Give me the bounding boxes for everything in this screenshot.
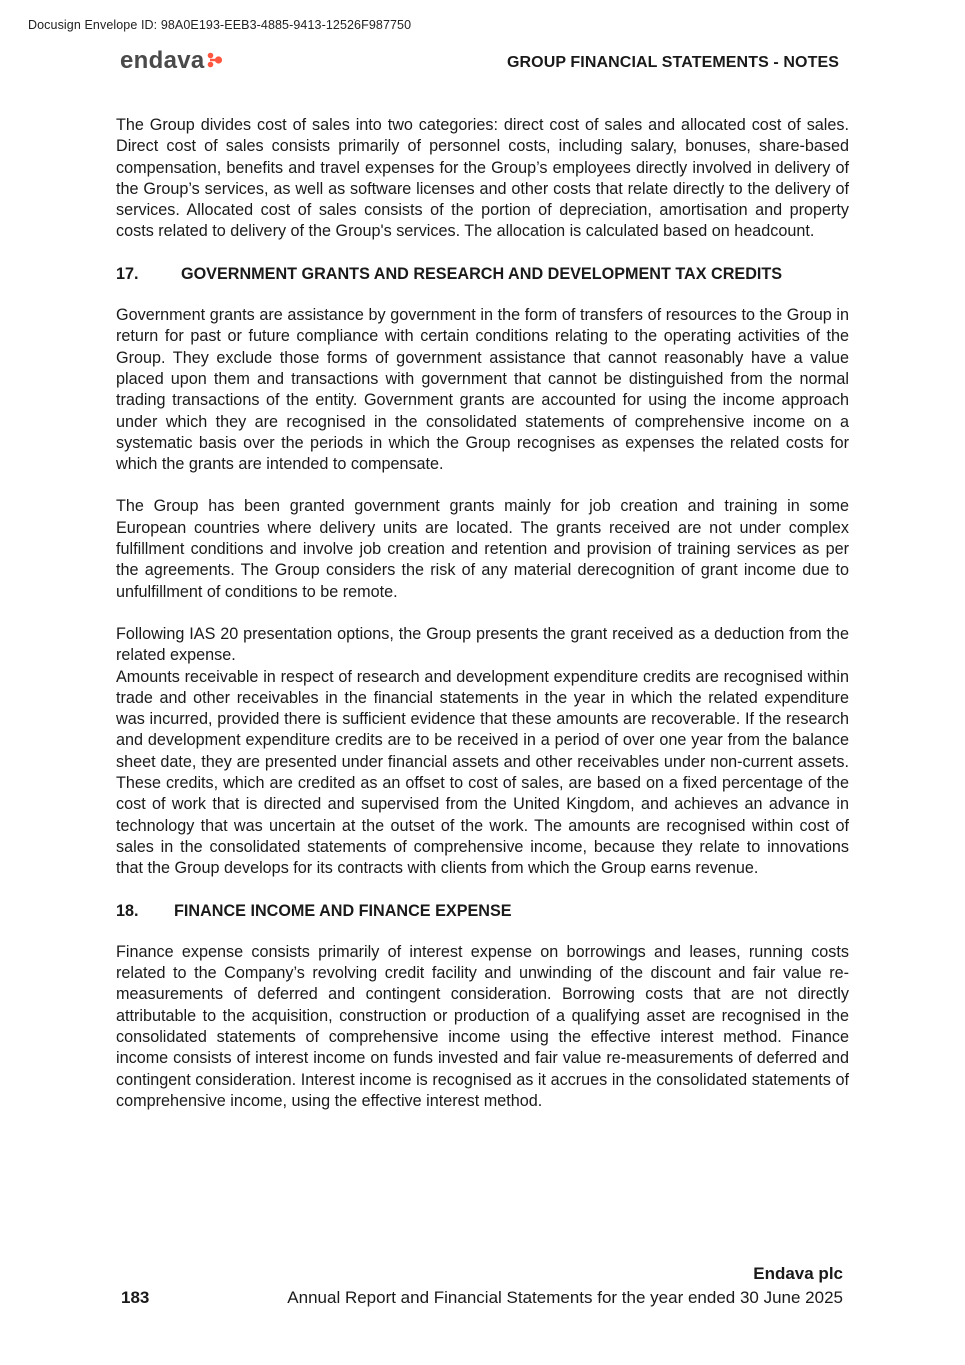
section-18-number: 18. [116, 901, 139, 920]
endava-mark-icon [207, 52, 223, 73]
section-17-number: 17. [116, 264, 139, 283]
page-number: 183 [121, 1288, 150, 1307]
section-17-paragraph: The Group has been granted government grants mainly for job creation and training in some European countries where delivery units are located. The grants received are not under complex fulfillment conditions and involve job creation and retention and provision of training services as per the agreements. The Group considers the risk of any material derecognition of grant income due to unfulfillment of conditions to be remote. [116, 497, 849, 601]
docusign-envelope-id: Docusign Envelope ID: 98A0E193-EEB3-4885-9413-12526F987750 [28, 18, 412, 32]
section-18-heading [116, 901, 849, 922]
logo-text: endava [120, 47, 205, 74]
section-17-paragraph: Following IAS 20 presentation options, the Group presents the grant received as a deduction from the related expense. [116, 624, 849, 665]
section-17-paragraph: Government grants are assistance by government in the form of transfers of resources to the Group in return for past or future compliance with certain conditions relating to the operating activities of the Group. They exclude those forms of government assistance that cannot reasonably have a value placed upon them and transactions with government that cannot be distinguished from the normal trading transactions of the entity. Government grants are accounted for using the income approach under which they are recognised in the consolidated statements of comprehensive income on a systematic basis over the periods in which the Group recognises as expenses the related costs for which the grants are intended to compensate. [116, 306, 849, 474]
section-17-heading [116, 264, 849, 285]
header-title: GROUP FINANCIAL STATEMENTS - NOTES [506, 54, 839, 71]
section-17-title: GOVERNMENT GRANTS AND RESEARCH AND DEVELOPMENT TAX CREDITS [181, 264, 783, 283]
section-18-paragraph: Finance expense consists primarily of interest expense on borrowings and leases, running costs related to the Company’s revolving credit facility and unwinding of the discount and fair value re-measurements of deferred and contingent consideration. Borrowing costs that are not directly attributable to the acquisition, construction or production of a qualifying asset are recognised in the consolidated statements of comprehensive income using the effective interest method. Finance income consists of interest income on funds invested and fair value re-measurements of deferred and contingent consideration. Interest income is recognised as it accrues in the consolidated statements of comprehensive income, using the effective interest method. [116, 942, 849, 1110]
document-body [116, 115, 849, 1112]
intro-paragraph: The Group divides cost of sales into two categories: direct cost of sales and allocated cost of sales. Direct cost of sales consists primarily of personnel costs, including salary, bonuses, share-based compensation, benefits and travel expenses for the Group’s employees directly involved in delivery of the Group’s services, as well as software licenses and other costs that relate directly to the delivery of services. Allocated cost of sales consists of the portion of depreciation, amortisation and property costs related to delivery of the Group's services. The allocation is calculated based on headcount. [116, 116, 849, 241]
section-17-paragraph: Amounts receivable in respect of research and development expenditure credits are recognised within trade and other receivables in the financial statements in the year in which the related expenditure was incurred, provided there is sufficient evidence that these amounts are recoverable. If the research and development expenditure credits are to be received in a period of over one year from the balance sheet date, they are presented under financial assets and other receivables under non-current assets. These credits, which are credited as an offset to cost of sales, are based on a fixed percentage of the cost of work that is directed and supervised from the United Kingdom, and achieves an advance in technology that was uncertain at the outset of the work. The amounts are recognised within cost of sales in the consolidated statements of comprehensive income, because they relate to innovations that the Group develops for its contracts with clients from which the Group earns revenue. [116, 667, 849, 878]
endava-logo [120, 47, 223, 75]
section-18-title: FINANCE INCOME AND FINANCE EXPENSE [174, 901, 512, 920]
footer-company: Endava plc [753, 1264, 843, 1283]
footer-report-title: Annual Report and Financial Statements for the year ended 30 June 2025 [287, 1288, 843, 1307]
